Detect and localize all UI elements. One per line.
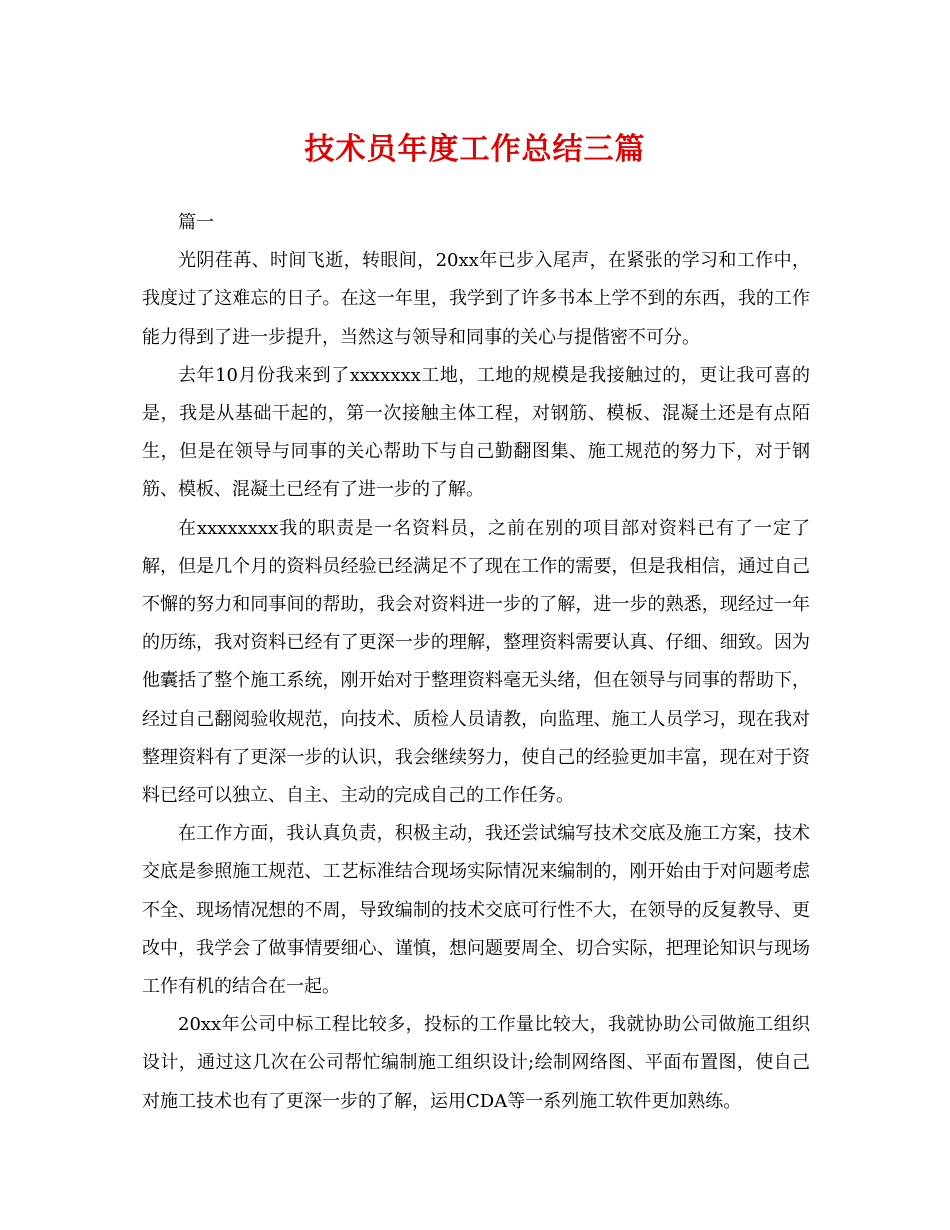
paragraph-5: 20xx年公司中标工程比较多，投标的工作量比较大，我就协助公司做施工组织设计，通过这几次在公司帮忙编制施工组织设计;绘制网络图、平面布置图，使自己对施工技术也有了更深一步的了解，运用CDA等一系列施工软件更加熟练。 bbox=[142, 1014, 810, 1112]
paragraph-1: 光阴荏苒、时间飞逝，转眼间，20xx年已步入尾声，在紧张的学习和工作中，我度过了这难忘的日子。在这一年里，我学到了许多书本上学不到的东西，我的工作能力得到了进一步提升，当然这与领导和同事的关心与提偕密不可分。 bbox=[142, 250, 810, 348]
paragraph-4: 在工作方面，我认真负责，积极主动，我还尝试编写技术交底及施工方案，技术交底是参照施工规范、工艺标准结合现场实际情况来编制的，刚开始由于对问题考虑不全、现场情况想的不周，导致编制的技术交底可行性不大，在领导的反复教导、更改中，我学会了做事情要细心、谨慎，想问题要周全、切合实际，把理论知识与现场工作有机的结合在一起。 bbox=[142, 823, 810, 998]
document-body bbox=[142, 204, 810, 1121]
paragraph-2: 去年10月份我来到了xxxxxxx工地，工地的规模是我接触过的，更让我可喜的是，我是从基础干起的，第一次接触主体工程，对钢筋、模板、混凝土还是有点陌生，但是在领导与同事的关心帮助下与自己勤翻图集、施工规范的努力下，对于钢筋、模板、混凝土已经有了进一步的了解。 bbox=[142, 364, 810, 501]
paragraph-3: 在xxxxxxxx我的职责是一名资料员，之前在别的项目部对资料已有了一定了解，但是几个月的资料员经验已经满足不了现在工作的需要，但是我相信，通过自己不懈的努力和同事间的帮助，我会对资料进一步的了解，进一步的熟悉，现经过一年的历练，我对资料已经有了更深一步的理解，整理资料需要认真、仔细、细致。因为他囊括了整个施工系统，刚开始对于整理资料毫无头绪，但在领导与同事的帮助下，经过自己翻阅验收规范，向技术、质检人员请教，向监理、施工人员学习，现在我对整理资料有了更深一步的认识，我会继续努力，使自己的经验更加丰富，现在对于资料已经可以独立、自主、主动的完成自己的工作任务。 bbox=[142, 517, 810, 807]
section-heading: 篇一 bbox=[178, 212, 214, 233]
document-title: 技术员年度工作总结三篇 bbox=[304, 132, 646, 167]
